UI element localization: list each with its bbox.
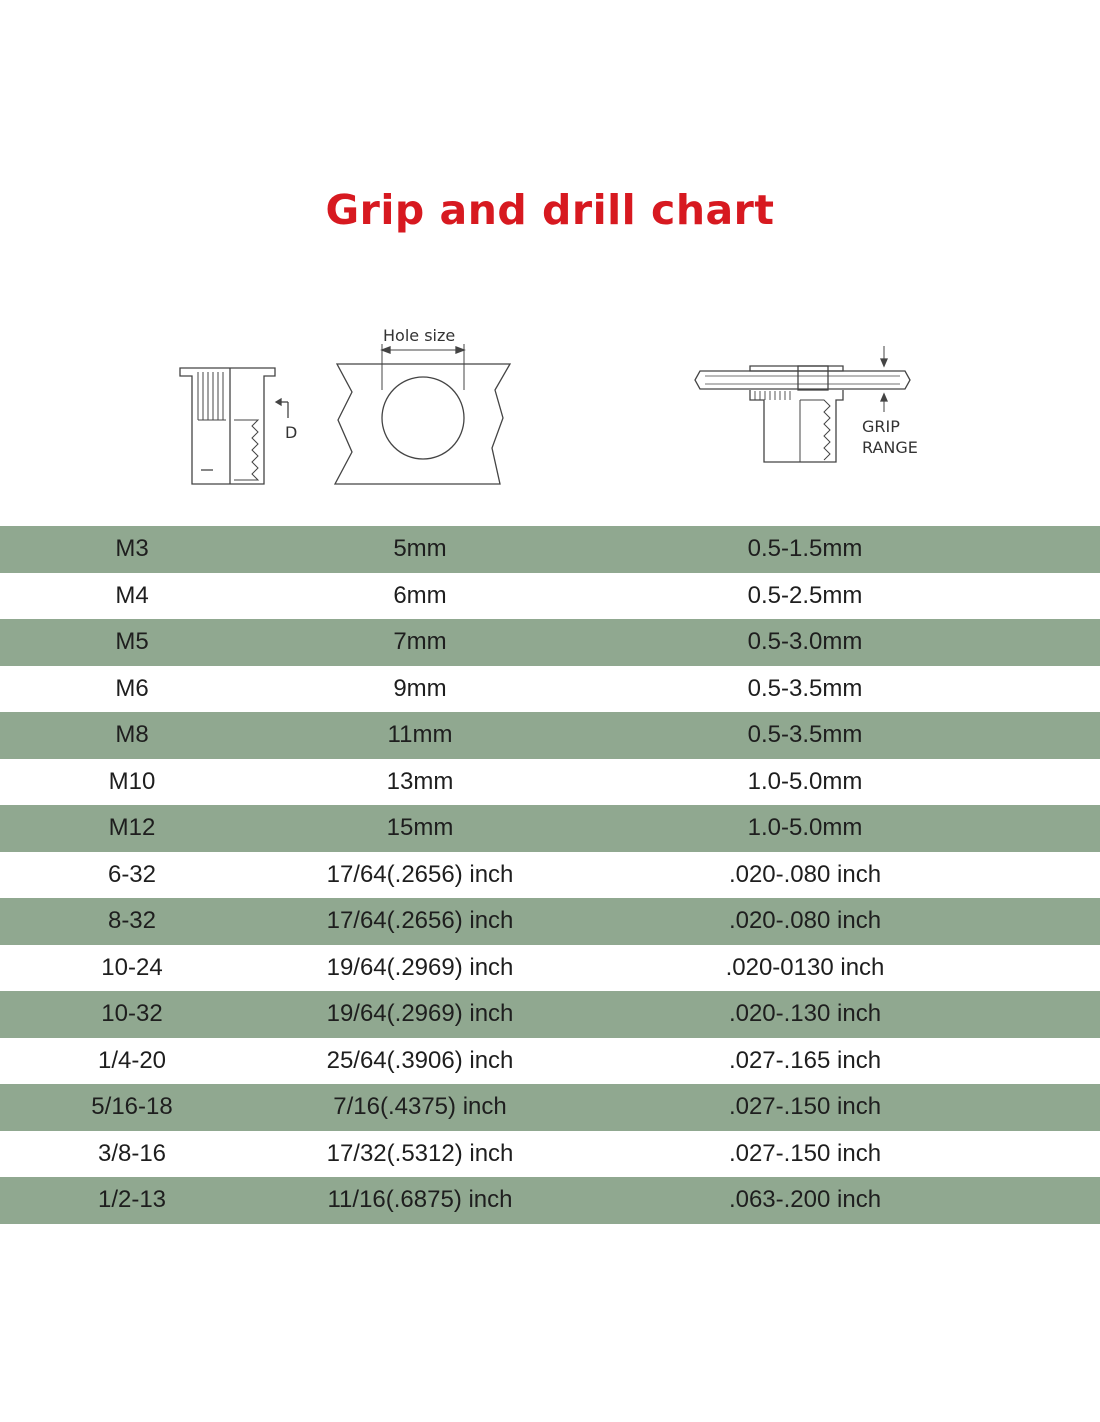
grip-range-cell: .027-.150 inch: [728, 1139, 882, 1167]
size-cell: 1/4-20: [97, 1046, 167, 1074]
table-row: [0, 991, 1100, 1038]
grip-range-cell: 0.5-3.5mm: [747, 674, 863, 702]
table-row: [0, 852, 1100, 899]
size-cell: 10-32: [101, 1000, 163, 1028]
size-cell: 10-24: [101, 953, 163, 981]
hole-size-cell: 13mm: [386, 767, 454, 795]
grip-range-cell: .063-.200 inch: [728, 1186, 882, 1214]
table-row: [0, 619, 1100, 666]
size-cell: 6-32: [107, 860, 157, 888]
chart-title: Grip and drill chart: [325, 186, 775, 234]
hole-size-cell: 9mm: [393, 674, 447, 702]
grip-range-cell: 0.5-3.0mm: [747, 628, 863, 656]
size-cell: M4: [115, 581, 149, 609]
size-cell: 3/8-16: [97, 1139, 167, 1167]
table-row: [0, 666, 1100, 713]
rivet-nut-section-diagram: [180, 368, 288, 484]
grip-drill-table: [0, 526, 1100, 1224]
diameter-label: D: [285, 423, 298, 442]
hole-size-cell: 6mm: [393, 581, 447, 609]
table-row: [0, 573, 1100, 620]
grip-range-cell: .020-0130 inch: [725, 953, 885, 981]
grip-range-cell: .020-.080 inch: [728, 860, 882, 888]
table-row: [0, 805, 1100, 852]
table-row: [0, 898, 1100, 945]
hole-size-cell: 19/64(.2969) inch: [326, 953, 514, 981]
grip-range-cell: .020-.130 inch: [728, 1000, 882, 1028]
hole-size-cell: 7/16(.4375) inch: [333, 1093, 507, 1121]
grip-label: GRIP: [862, 417, 900, 436]
hole-size-cell: 17/64(.2656) inch: [326, 860, 514, 888]
table-row: [0, 1131, 1100, 1178]
size-cell: M3: [115, 535, 149, 563]
hole-size-cell: 5mm: [393, 535, 447, 563]
hole-size-cell: 7mm: [393, 628, 447, 656]
grip-range-cell: 1.0-5.0mm: [747, 814, 863, 842]
hole-size-diagram: [335, 344, 510, 484]
hole-size-cell: 19/64(.2969) inch: [326, 1000, 514, 1028]
grip-range-cell: 0.5-2.5mm: [747, 581, 863, 609]
grip-range-cell: .020-.080 inch: [728, 907, 882, 935]
size-cell: M12: [108, 814, 156, 842]
hole-size-cell: 15mm: [386, 814, 454, 842]
size-cell: M5: [115, 628, 149, 656]
grip-range-cell: 0.5-3.5mm: [747, 721, 863, 749]
size-cell: M6: [115, 674, 149, 702]
hole-size-cell: 17/32(.5312) inch: [326, 1139, 514, 1167]
size-cell: M10: [108, 767, 156, 795]
hole-size-cell: 11/16(.6875) inch: [327, 1186, 513, 1214]
hole-size-label: Hole size: [383, 326, 456, 345]
table-row: [0, 759, 1100, 806]
diagram-area: [0, 0, 1100, 520]
table-row: [0, 712, 1100, 759]
rivet-nut-diagrams: [0, 0, 1100, 520]
hole-size-cell: 11mm: [387, 721, 453, 749]
grip-range-cell: 0.5-1.5mm: [747, 535, 863, 563]
table-row: [0, 945, 1100, 992]
size-cell: 5/16-18: [91, 1093, 173, 1121]
grip-range-cell: 1.0-5.0mm: [747, 767, 863, 795]
table-row: [0, 1038, 1100, 1085]
size-cell: 8-32: [107, 907, 157, 935]
grip-range-cell: .027-.165 inch: [728, 1046, 882, 1074]
hole-size-cell: 17/64(.2656) inch: [326, 907, 514, 935]
table-row: [0, 1084, 1100, 1131]
size-cell: 1/2-13: [97, 1186, 167, 1214]
hole-size-cell: 25/64(.3906) inch: [326, 1046, 514, 1074]
grip-range-cell: .027-.150 inch: [728, 1093, 882, 1121]
range-label: RANGE: [862, 438, 918, 457]
table-row: [0, 526, 1100, 573]
size-cell: M8: [115, 721, 149, 749]
table-row: [0, 1177, 1100, 1224]
